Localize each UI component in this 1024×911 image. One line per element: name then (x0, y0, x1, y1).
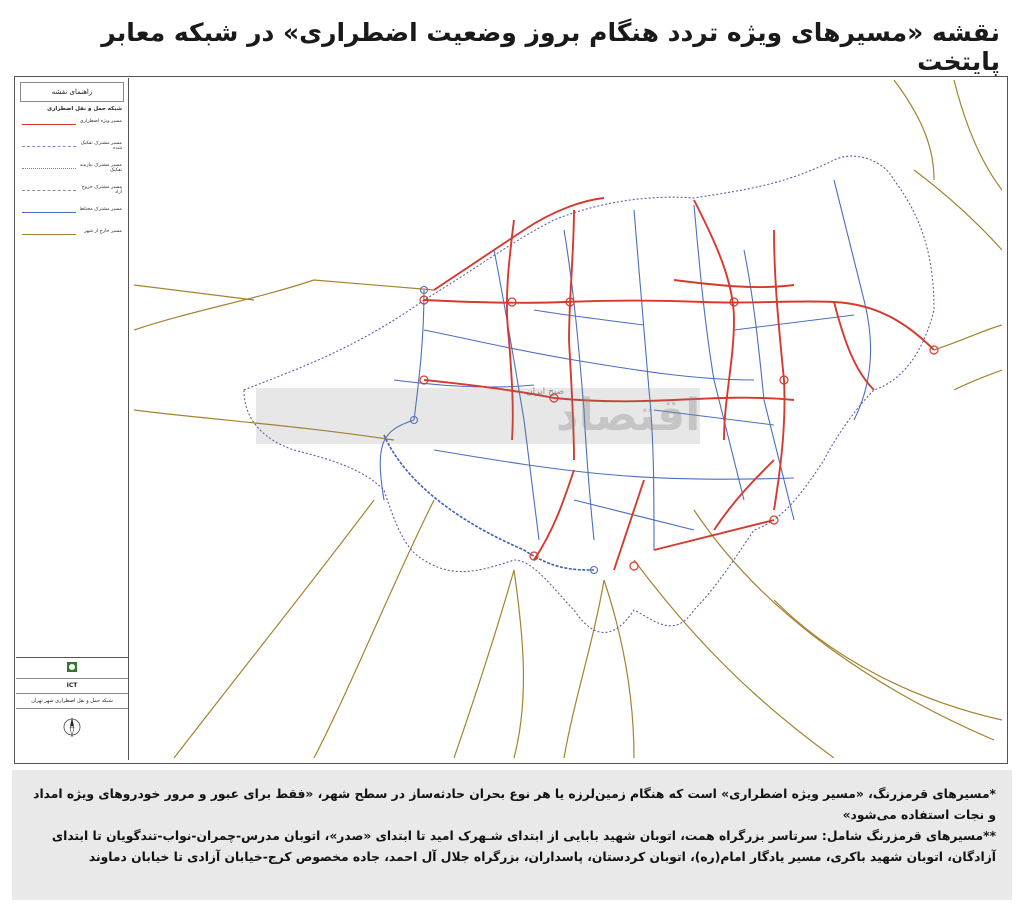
legend-item (22, 202, 122, 224)
legend-item-label: مسیر خارج از شهر (84, 229, 122, 234)
org-caption: شبکه حمل و نقل اضطراری شهر تهران (16, 694, 128, 709)
org-label: ICT (16, 679, 128, 694)
watermark-subtitle: صبح ایران (526, 387, 565, 397)
legend-item-label: مسیر ویژه اضطراری (79, 119, 122, 124)
legend-footer (16, 657, 128, 760)
legend-item (22, 136, 122, 158)
legend-line-swatch (22, 146, 76, 147)
watermark-brand: اقتصاد (556, 390, 700, 441)
legend-line-swatch (22, 190, 76, 191)
legend-line-swatch (22, 168, 76, 169)
note-2: **مسیرهای قرمزرنگ شامل: سرتاسر بزرگراه همت، اتوبان شهید بابایی از ابتدای شـهرک امید تا ابتدای «صدر»، اتوبان مدرس-چمران-نواب-تندگویان تا ابتدای آزادگان، اتوبان شهید باکری، مسیر یادگار امام(ره)، اتوبان کردستان، پاسداران، بزرگراه جلال آل احمد، جاده مخصوص کرج-خیابان آزادی تا خیابان دماوند (51, 829, 996, 864)
watermark-graphic (256, 360, 700, 450)
legend-item (22, 114, 122, 136)
legend-item (22, 180, 122, 202)
notes-box (12, 770, 1012, 900)
map-legend (16, 78, 129, 760)
legend-item-label: مسیر مشترک تفکیک شده (80, 141, 122, 151)
legend-item-label: مسیر مشترک مختلط (79, 207, 122, 212)
legend-line-swatch (22, 234, 76, 235)
legend-line-swatch (22, 124, 76, 125)
legend-items (16, 114, 128, 246)
legend-item-label: مسیر مشترک خروج آزاد (81, 185, 122, 195)
legend-item (22, 224, 122, 246)
legend-item-label: مسیر مشترک نیازمند تفکیک (79, 163, 122, 173)
watermark (256, 360, 700, 450)
north-arrow-icon (60, 715, 84, 739)
org-logo-icon (66, 661, 78, 673)
north-arrow-cell (16, 709, 128, 745)
org-logo-cell (16, 658, 128, 679)
legend-title: راهنمای نقشه (20, 82, 124, 102)
legend-line-swatch (22, 212, 76, 213)
legend-subtitle: شبکه حمل و نقل اضطراری (47, 106, 122, 112)
legend-item (22, 158, 122, 180)
note-1: *مسیرهای قرمزرنگ، «مسیر ویژه اضطراری» است که هنگام زمین‌لرزه یا هر نوع بحران حادثه‌ساز در سطح شهر، «فقط برای عبور و مرور خودروهای ویژه امداد و نجات استفاده می‌شود» (33, 787, 996, 822)
page-title: نقشه «مسیرهای ویژه تردد هنگام بروز وضعیت اضطراری» در شبکه معابر پایتخت (101, 18, 1000, 76)
